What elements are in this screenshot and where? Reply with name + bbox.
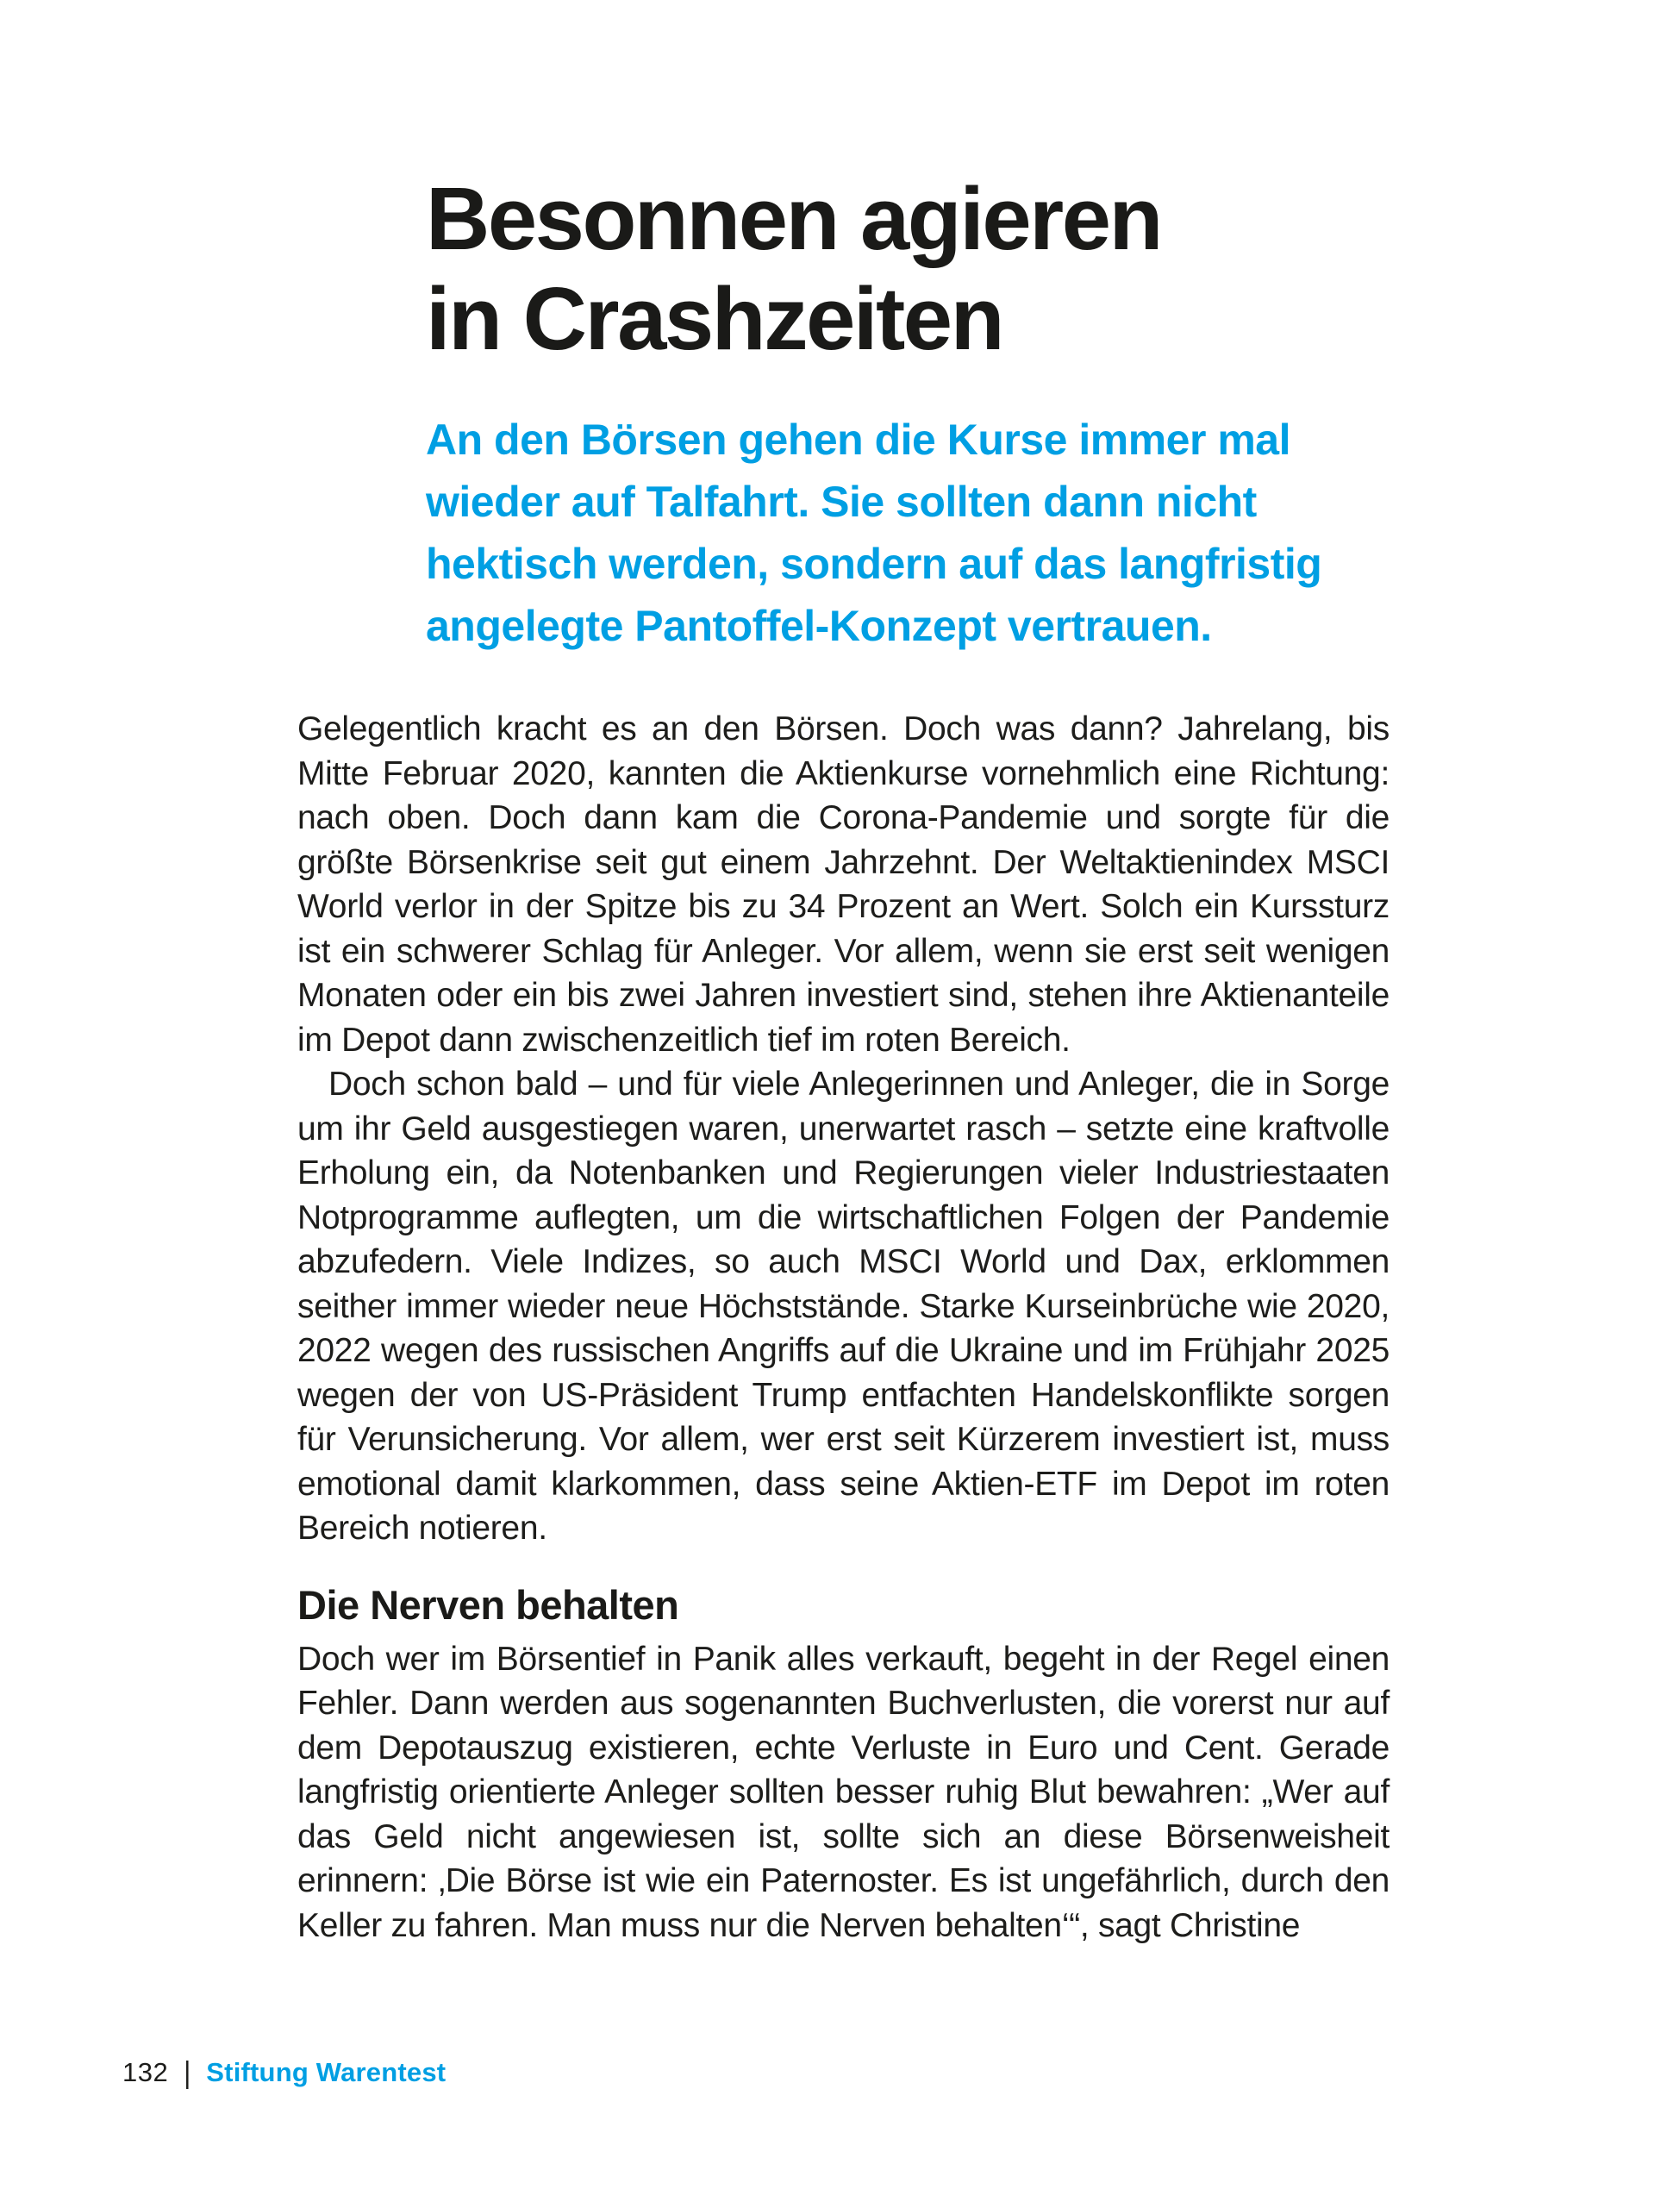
footer-divider: | [184, 2055, 191, 2090]
page-footer [122, 2057, 446, 2088]
chapter-title-line1: Besonnen agieren [426, 169, 1161, 268]
chapter-title [426, 169, 1161, 369]
section-heading: Die Nerven behalten [297, 1581, 679, 1628]
body-paragraph-2: Doch schon bald – und für viele Anlegerinnen und Anleger, die in Sorge um ihr Geld ausgestiegen waren, unerwartet rasch – setzte eine kraftvolle Erholung ein, da Notenbanken und Regierungen vieler Industriestaaten Notprogramme auflegten, um die wirtschaftlichen Folgen der Pandemie abzufedern. Viele Indizes, so auch MSCI World und Dax, erklommen seither immer wieder neue Höchststände. Starke Kurseinbrüche wie 2020, 2022 wegen des russischen Angriffs auf die Ukraine und im Frühjahr 2025 wegen der von US-Präsident Trump entfachten Handelskonflikte sorgen für Verunsicherung. Vor allem, wer erst seit Kürzerem investiert ist, muss emotional damit klarkommen, dass seine Aktien-ETF im Depot im roten Bereich notieren. [297, 1066, 1390, 1547]
body-text-column [297, 707, 1390, 1948]
body-paragraph-3: Doch wer im Börsentief in Panik alles verkauft, begeht in der Regel einen Fehler. Dann werden aus sogenannten Buchverlusten, die vorerst nur auf dem Depotauszug existieren, echte Verluste in Euro und Cent. Gerade langfristig orientierte Anleger sollten besser ruhig Blut bewahren: „Wer auf das Geld nicht angewiesen ist, sollte sich an diese Börsenweisheit erinnern: ‚Die Börse ist wie ein Paternoster. Es ist ungefährlich, durch den Keller zu fahren. Man muss nur die Nerven behalten‘“, sagt Christine [297, 1640, 1390, 1944]
chapter-title-line2: in Crashzeiten [426, 269, 1003, 368]
page-number: 132 [122, 2057, 169, 2087]
brand-name: Stiftung Warentest [206, 2057, 447, 2087]
body-paragraph-1: Gelegentlich kracht es an den Börsen. Doch was dann? Jahrelang, bis Mitte Februar 2020, kannten die Aktienkurse vornehmlich eine Richtung: nach oben. Doch dann kam die Corona-Pandemie und sorgte für die größte Börsenkrise seit gut einem Jahrzehnt. Der Weltaktienindex MSCI World verlor in der Spitze bis zu 34 Prozent an Wert. Solch ein Kurssturz ist ein schwerer Schlag für Anleger. Vor allem, wenn sie erst seit wenigen Monaten oder ein bis zwei Jahren investiert sind, stehen ihre Aktienanteile im Depot dann zwischenzeitlich tief im roten Bereich. [297, 710, 1390, 1059]
standfirst-lead-text: An den Börsen gehen die Kurse immer mal wieder auf Talfahrt. Sie sollten dann nicht hektisch werden, sondern auf das langfristig angelegte Pantoffel-Konzept vertrauen. [426, 416, 1322, 650]
